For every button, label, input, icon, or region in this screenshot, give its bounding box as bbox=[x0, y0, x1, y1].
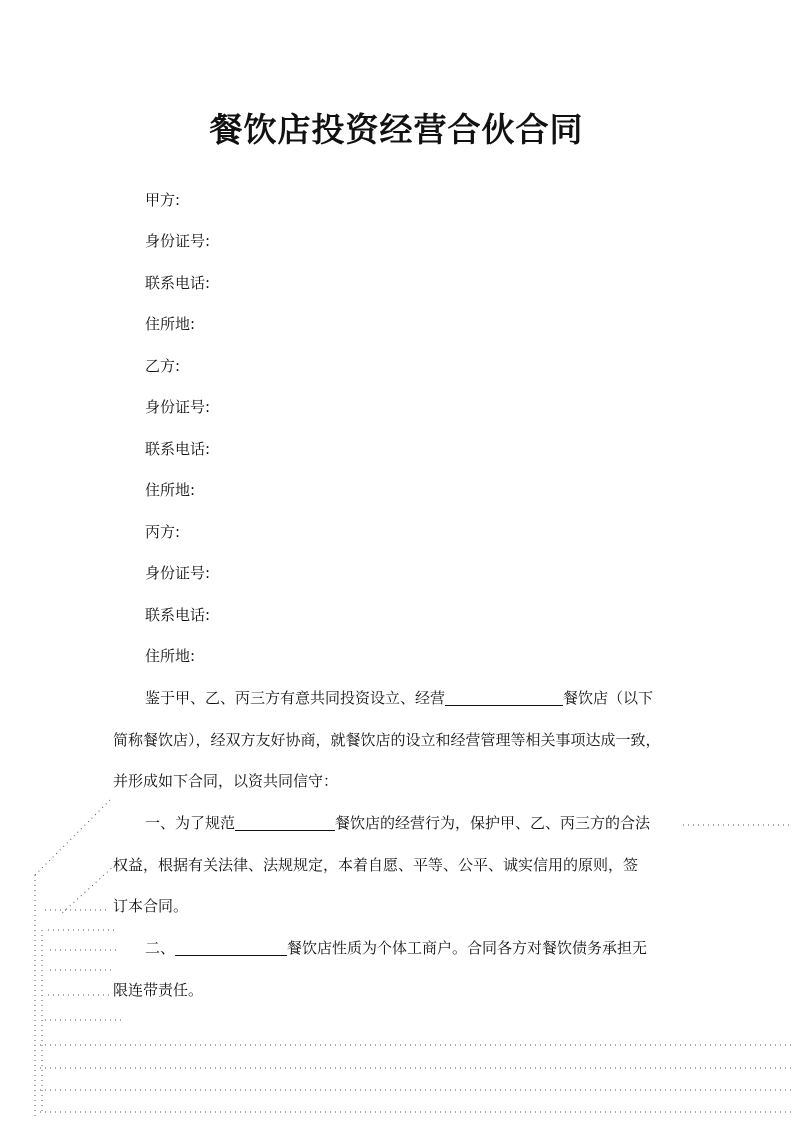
party-a-phone-label: 联系电话: bbox=[145, 274, 211, 292]
party-b-phone-label: 联系电话: bbox=[145, 440, 211, 458]
preamble-line-2: 简称餐饮店），经双方友好协商，就餐饮店的设立和经营管理等相关事项达成一致， bbox=[113, 731, 661, 749]
party-b-address-label: 住所地: bbox=[145, 481, 196, 499]
party-a-id-label: 身份证号: bbox=[145, 232, 211, 250]
preamble-text-1b: 餐饮店（以下 bbox=[563, 689, 654, 707]
dotted-line-diag-2 bbox=[60, 865, 115, 915]
clause-1-line-3: 订本合同。 bbox=[113, 897, 189, 915]
clause-1-text-1b: 餐饮店的经营行为，保护甲、乙、丙三方的合法 bbox=[335, 814, 651, 832]
party-c-id-label: 身份证号: bbox=[145, 564, 211, 582]
party-c-phone-label: 联系电话: bbox=[145, 606, 211, 624]
clause-1-text-1a: 一、为了规范 bbox=[145, 814, 236, 832]
party-b-id-label: 身份证号: bbox=[145, 398, 211, 416]
party-c-label: 丙方: bbox=[145, 523, 181, 541]
clause-1-line-2: 权益，根据有关法律、法规规定，本着自愿、平等、公平、诚实信用的原则，签 bbox=[113, 856, 639, 874]
dotted-line-diag-1 bbox=[35, 800, 110, 875]
preamble-text-1a: 鉴于甲、乙、丙三方有意共同投资设立、经营 bbox=[145, 689, 446, 707]
party-a-address-label: 住所地: bbox=[145, 315, 196, 333]
clause-2-text-1a: 二、 bbox=[145, 939, 176, 957]
party-c-address-label: 住所地: bbox=[145, 647, 196, 665]
clause-2-text-1b: 餐饮店性质为个体工商户。合同各方对餐饮债务承担无 bbox=[287, 939, 648, 957]
clause-2-line-2: 限连带责任。 bbox=[113, 981, 204, 999]
document-title: 餐饮店投资经营合伙合同 bbox=[209, 110, 584, 149]
party-a-label: 甲方: bbox=[145, 191, 181, 209]
preamble-line-3: 并形成如下合同，以资共同信守： bbox=[113, 772, 339, 790]
party-b-label: 乙方: bbox=[145, 357, 181, 375]
